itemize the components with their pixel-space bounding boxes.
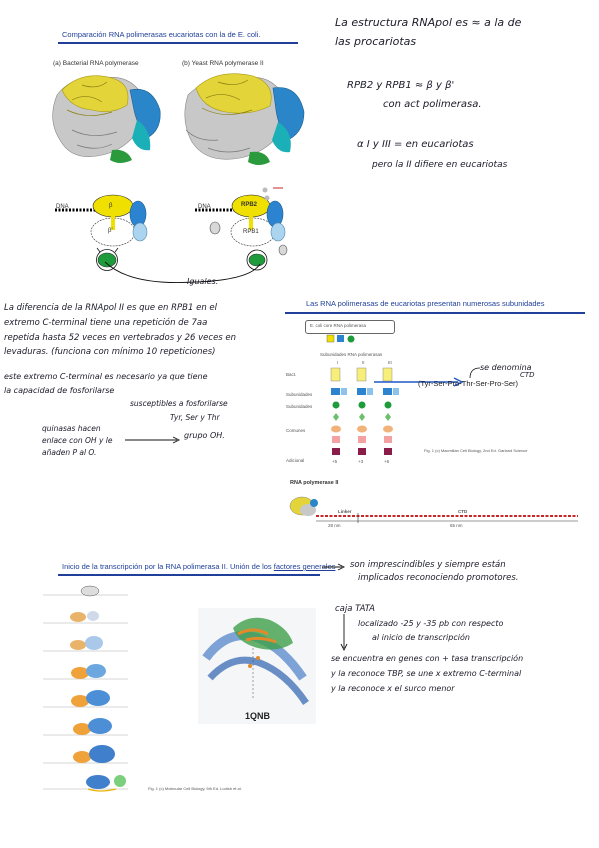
- row-label-3: Subunidades: [286, 404, 313, 409]
- note2-line2: extremo C-terminal tiene una repetición de 7aa: [4, 318, 208, 328]
- tbp-dna-structure: [198, 608, 316, 724]
- note1-line6: pero la II difiere en eucariotas: [372, 160, 508, 170]
- note3-line4: localizado -25 y -35 pb con respecto: [358, 619, 504, 628]
- note1-line2: las procariotas: [335, 35, 417, 48]
- note3-line1: son imprescindibles y siempre están: [350, 560, 506, 570]
- note2-line9: grupo OH.: [184, 431, 225, 440]
- note2-line3: repetida hasta 52 veces en vertebrados y 26 veces en: [4, 333, 237, 343]
- col-label-3: III: [388, 360, 392, 365]
- col-label-2: II: [362, 360, 365, 365]
- slide2-title-underline: [285, 312, 585, 314]
- slide2-source: Fig. 1 (c) Macmillan Cell Biology, 2nd Ed. Garland Science: [424, 448, 528, 453]
- slide1-title-underline: [58, 42, 298, 44]
- yeast-polymerase-structure: [178, 70, 313, 175]
- note3-line6: se encuentra en genes con + tasa transcripción: [331, 654, 524, 663]
- nm-label-b: 65 nm: [450, 523, 463, 528]
- row-label-1: Bact.: [286, 372, 297, 377]
- linker-label: Linker: [338, 509, 352, 514]
- slide1-title: Comparación RNA polimerasas eucariotas con la de E. coli.: [62, 30, 261, 39]
- slide3-title-a: Inicio de la transcripción por la RNA polimerasa II. Unión de los: [62, 562, 274, 571]
- yeast-polymerase-schematic: [195, 186, 305, 270]
- slide3-title-underline: [58, 574, 320, 576]
- note3-line7: y la reconoce TBP, se une x extremo C-terminal: [331, 669, 522, 678]
- subunit-subheader: Subunidades RNA polimerasas: [320, 352, 383, 357]
- note1-line5: α I y III = en eucariotas: [357, 139, 474, 150]
- note2-line12: añaden P al O.: [42, 448, 97, 457]
- count-1: +5: [332, 459, 338, 464]
- subunit-header-text: E. coli core RNA polimerasa: [310, 323, 367, 328]
- nm-label-a: 28 nm: [328, 523, 341, 528]
- transcription-initiation-steps: [38, 583, 138, 798]
- note1-line4: con act polimerasa.: [383, 99, 482, 110]
- note2-line1: La diferencia de la RNApol II es que en RPB1 en el: [4, 303, 218, 313]
- note1-line3: RPB2 y RPB1 ≈ β y β': [347, 80, 455, 91]
- row-label-4: Comunes: [286, 428, 306, 433]
- note3-line5: al inicio de transcripción: [372, 633, 470, 642]
- row-label-5: Adicional: [286, 458, 305, 463]
- dna-label-a: DNA: [56, 204, 69, 210]
- slide3-source: Fig. 1 (c) Molecular Cell Biology, 5th Ed. Lodish et al.: [148, 786, 242, 791]
- core-subunit-icons: [325, 333, 365, 345]
- iguales-connector: [100, 260, 270, 290]
- structure-label: 1QNB: [245, 711, 271, 721]
- tata-arrow: [340, 614, 352, 654]
- rpb1-label: RPB1: [243, 229, 259, 235]
- ctd-bar-label: CTD: [458, 509, 468, 514]
- polymerase-ii-label: RNA polymerase II: [290, 480, 339, 486]
- ctd-note: se denomina: [480, 363, 532, 372]
- note2-line7: susceptibles a fosforilarse: [130, 399, 228, 408]
- note2-line5: este extremo C-terminal es necesario ya que tiene: [4, 372, 208, 381]
- panel-b-label: (b) Yeast RNA polymerase II: [182, 60, 264, 67]
- note2-line10: quinasas hacen: [42, 424, 101, 433]
- slide3-title-arrow: [322, 562, 348, 572]
- slide2-title: Las RNA polimerasas de eucariotas presentan numerosas subunidades: [306, 299, 545, 308]
- bacterial-polymerase-structure: [42, 70, 172, 175]
- polymerase-ctd-diagram: [288, 490, 588, 526]
- note3-line2: implicados reconociendo promotores.: [358, 573, 519, 583]
- note3-line8: y la reconoce x el surco menor: [331, 684, 455, 693]
- note3-line3: caja TATA: [335, 604, 375, 614]
- note2-arrow: [125, 436, 185, 444]
- rpb2-label: RPB2: [241, 202, 258, 208]
- slide3-title: [62, 562, 335, 571]
- ctd-repeat: (Tyr-Ser-Pro-Thr-Ser-Pro-Ser): [418, 379, 519, 388]
- beta-label: β: [109, 203, 113, 209]
- note2-line8: Tyr, Ser y Thr: [170, 413, 220, 422]
- count-2: +3: [358, 459, 364, 464]
- ctd-label: CTD: [520, 371, 535, 379]
- count-3: +6: [384, 459, 390, 464]
- panel-a-label: (a) Bacterial RNA polymerase: [53, 60, 139, 67]
- note2-line6: la capacidad de fosforilarse: [4, 386, 115, 395]
- row-label-2: Subunidades: [286, 392, 313, 397]
- beta-prime-label: β': [108, 228, 113, 234]
- note2-line11: enlace con OH y le: [42, 436, 113, 445]
- dna-label-b: DNA: [198, 204, 211, 210]
- ctd-note-arrow: [466, 366, 482, 380]
- iguales-note: Iguales.: [187, 277, 219, 286]
- col-label-1: I: [337, 360, 339, 365]
- slide3-title-b: factores generales: [273, 562, 336, 571]
- note1-line1: La estructura RNApol es ≈ a la de: [335, 16, 522, 29]
- note2-line4: levaduras. (funciona con mínimo 10 repeticiones): [4, 347, 216, 357]
